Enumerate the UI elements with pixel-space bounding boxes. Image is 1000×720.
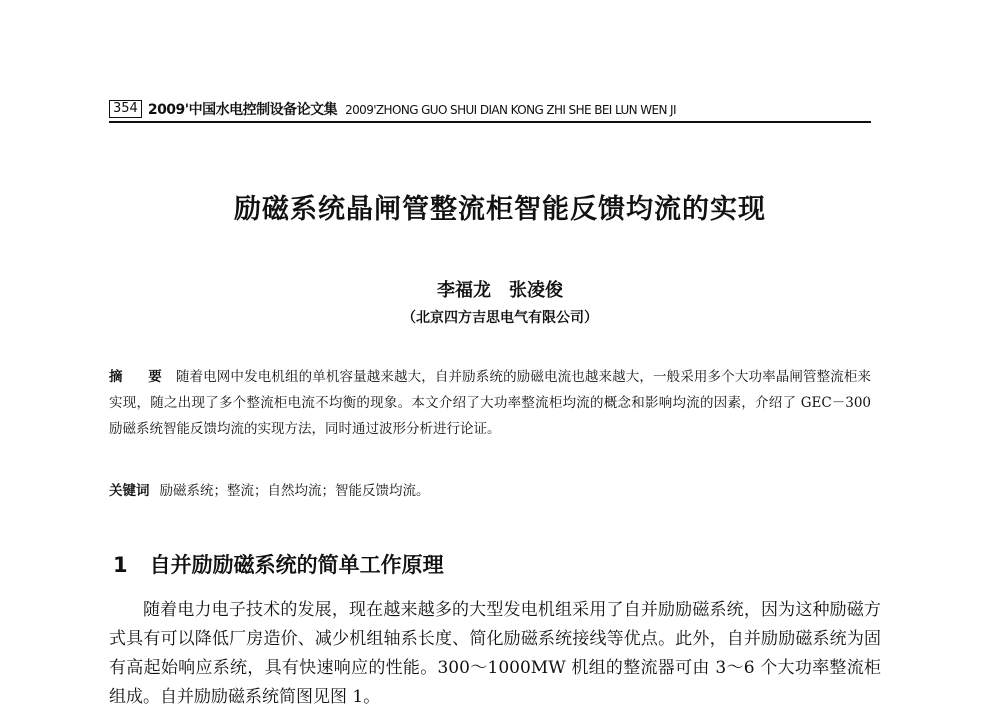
- body-paragraph: 随着电力电子技术的发展，现在越来越多的大型发电机组采用了自并励励磁系统，因为这种励磁方式具有可以降低厂房造价、减少机组轴系长度、简化励磁系统接线等优点。此外，自并励励磁系统为固有高起始响应系统，具有快速响应的性能。300～1000MW 机组的整流器可由 3～6 个大功率整流柜组成。自并励励磁系统简图见图 1。: [109, 600, 881, 707]
- affiliation: （北京四方吉思电气有限公司）: [402, 310, 598, 326]
- abstract-text: 随着电网中发电机组的单机容量越来越大，自并励系统的励磁电流也越来越大，一般采用多个大功率晶闸管整流柜来实现，随之出现了多个整流柜电流不均衡的现象。本文介绍了大功率整流柜均流的概念和影响均流的因素，介绍了 GEC－300 励磁系统智能反馈均流的实现方法，同时通过波形分析进行论证。: [109, 369, 872, 437]
- section-title: 自并励励磁系统的简单工作原理: [149, 553, 444, 577]
- section-heading: [113, 549, 444, 579]
- abstract: [109, 364, 871, 442]
- keywords-label: 关键词: [109, 483, 150, 499]
- keywords-text: 励磁系统；整流；自然均流；智能反馈均流。: [159, 483, 430, 499]
- authors: 李福龙 张凌俊: [437, 280, 563, 301]
- paper-title: 励磁系统晶闸管整流柜智能反馈均流的实现: [234, 194, 766, 225]
- keywords: [109, 480, 871, 502]
- page-number: 354: [109, 100, 142, 118]
- abstract-label: 摘 要: [109, 369, 168, 385]
- journal-name-chinese: 2009'中国水电控制设备论文集: [147, 102, 338, 118]
- running-header: [109, 99, 871, 123]
- section-number: 1: [113, 553, 128, 577]
- journal-name-pinyin: 2009'ZHONG GUO SHUI DIAN KONG ZHI SHE BEI LUN WEN JI: [345, 103, 676, 117]
